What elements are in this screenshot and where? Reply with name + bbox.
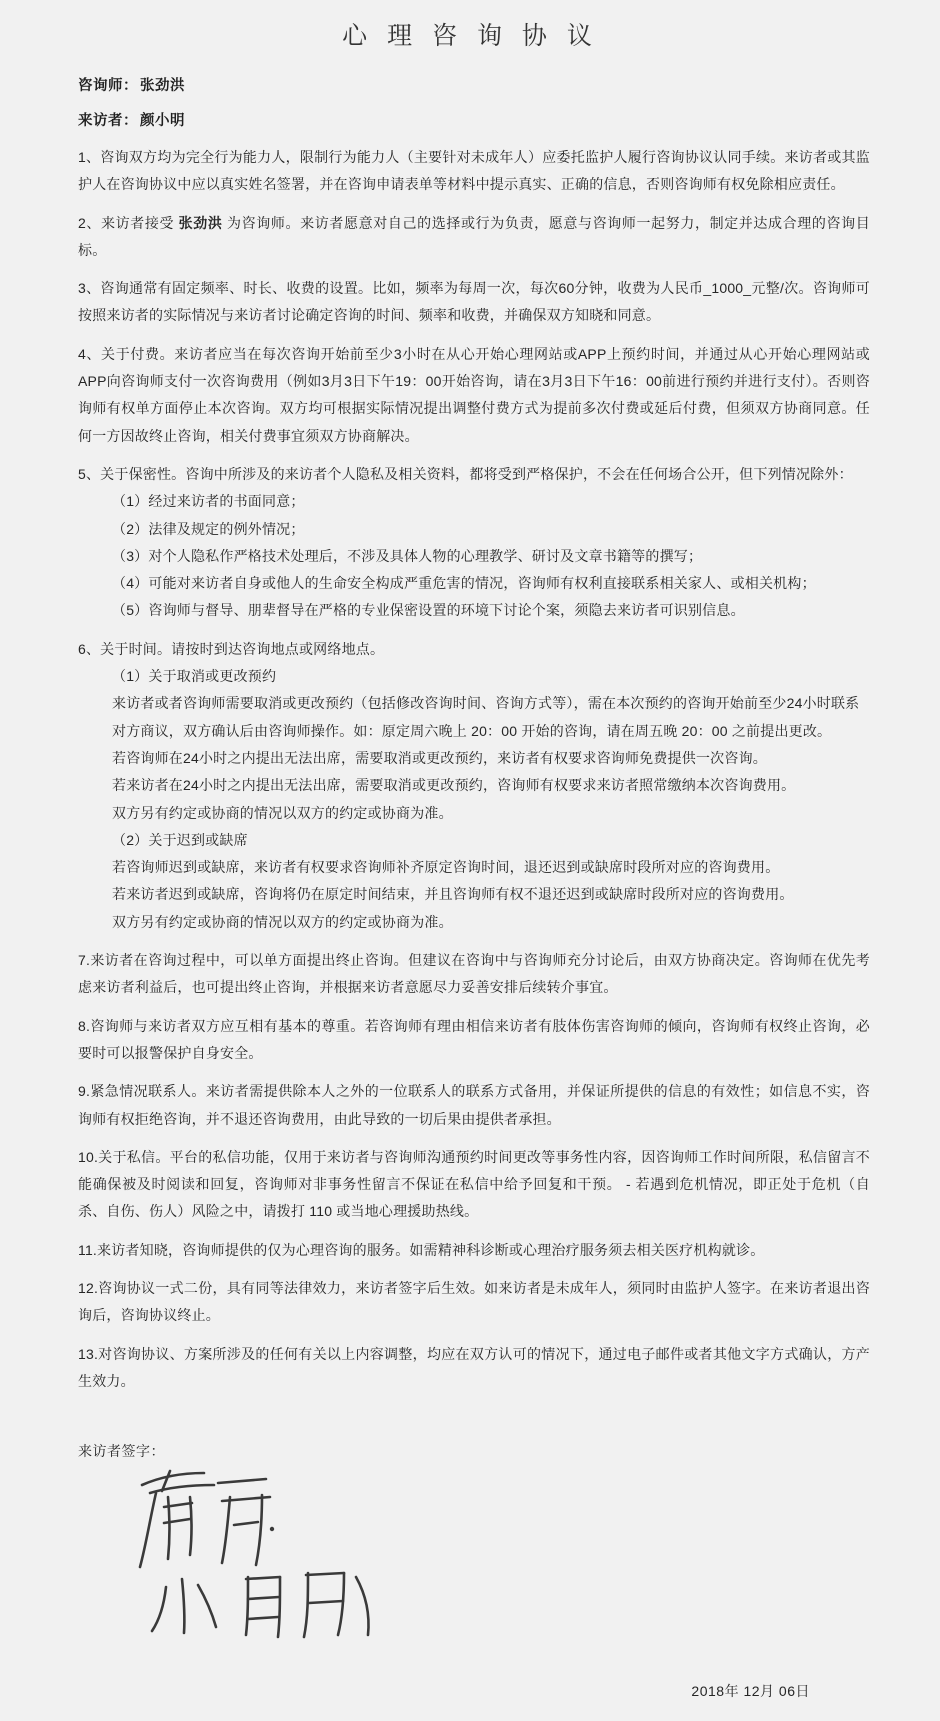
clause-6-sub2-title: （2）关于迟到或缺席 [112,831,248,848]
clause-6-sub2-line-2: 若来访者迟到或缺席，咨询将仍在原定时间结束，并且咨询师有权不退还迟到或缺席时段所对应的咨询费用。 [112,886,794,903]
clause-4: 4、关于付费。来访者应当在每次咨询开始前至少3小时在从心开始心理网站或APP上预约时间，并通过从心开始心理网站或APP向咨询师支付一次咨询费用（例如3月3日下午19：00开始咨询，请在3月3日下午16：00前进行预约并进行支付）。否则咨询师有权单方面停止本次咨询。双方均可根据实际情况提出调整付费方式为提前多次付费或延后付费，但须双方协商同意。任何一方因故终止咨询，相关付费事宜须双方协商解决。 [78,345,870,444]
clause-6-sub2-line-1: 若咨询师迟到或缺席，来访者有权要求咨询师补齐原定咨询时间，退还迟到或缺席时段所对应的咨询费用。 [112,859,780,876]
clause-6: 6、关于时间。请按时到达咨询地点或网络地点。 [78,640,385,657]
clause-6-sub1-line-1: 来访者或者咨询师需要取消或更改预约（包括修改咨询时间、咨询方式等），需在本次预约的咨询开始前至少24小时联系对方商议，双方确认后由咨询师操作。如：原定周六晚上 20：00 开始的咨询，请在周五晚 20：00 之前提出更改。 [112,695,860,739]
clause-5: 5、关于保密性。咨询中所涉及的来访者个人隐私及相关资料，都将受到严格保护，不会在任何场合公开，但下列情况除外： [78,465,853,482]
counselor-name: 张劲洪 [140,78,185,94]
page-title: 心 理 咨 询 协 议 [342,21,598,50]
confidentiality-item-3: （3）对个人隐私作严格技术处理后，不涉及具体人物的心理教学、研讨及文章书籍等的撰写； [112,547,703,564]
client-line [78,109,870,130]
clause-6-sub1-line-3: 若来访者在24小时之内提出无法出席，需要取消或更改预约，咨询师有权要求来访者照常缴纳本次咨询费用。 [112,777,796,794]
clause-6-sub1-title: （1）关于取消或更改预约 [112,668,277,685]
clause-2-prefix: 2、来访者接受 [78,214,175,231]
clause-7: 7.来访者在咨询过程中，可以单方面提出终止咨询。但建议在咨询中与咨询师充分讨论后，由双方协商决定。咨询师在优先考虑来访者利益后，也可提出终止咨询，并根据来访者意愿尽力妥善安排后续转介事宜。 [78,952,870,996]
confidentiality-item-1: （1）经过来访者的书面同意； [112,493,305,510]
clause-13: 13.对咨询协议、方案所涉及的任何有关以上内容调整，均应在双方认可的情况下，通过电子邮件或者其他文字方式确认，方产生效力。 [78,1345,870,1389]
signature-label: 来访者签字： [78,1443,165,1460]
clause-2-suffix: 为咨询师。来访者愿意对自己的选择或行为负责，愿意与咨询师一起努力，制定并达成合理的咨询目标。 [78,214,870,258]
counselor-line [78,74,870,95]
clause-3: 3、咨询通常有固定频率、时长、收费的设置。比如，频率为每周一次，每次60分钟，收费为人民币_1000_元整/次。咨询师可按照来访者的实际情况与来访者讨论确定咨询的时间、频率和收费，并确保双方知晓和同意。 [78,280,870,324]
clause-6-sub1-line-4: 双方另有约定或协商的情况以双方的约定或协商为准。 [112,804,453,821]
signature-area [110,1461,870,1651]
client-name: 颜小明 [140,113,185,129]
signature-date: 2018年 12月 06日 [691,1683,810,1700]
handwritten-signature [130,1467,390,1647]
confidentiality-item-5: （5）咨询师与督导、朋辈督导在严格的专业保密设置的环境下讨论个案，须隐去来访者可识别信息。 [112,602,745,619]
clause-1: 1、咨询双方均为完全行为能力人，限制行为能力人（主要针对未成年人）应委托监护人履行咨询协议认同手续。来访者或其监护人在咨询协议中应以真实姓名签署，并在咨询申请表单等材料中提示真实、正确的信息，否则咨询师有权免除相应责任。 [78,149,870,193]
clause-8: 8.咨询师与来访者双方应互相有基本的尊重。若咨询师有理由相信来访者有肢体伤害咨询师的倾向，咨询师有权终止咨询，必要时可以报警保护自身安全。 [78,1017,870,1061]
confidentiality-item-2: （2）法律及规定的例外情况； [112,520,305,537]
clause-10: 10.关于私信。平台的私信功能，仅用于来访者与咨询师沟通预约时间更改等事务性内容，因咨询师工作时间所限，私信留言不能确保被及时阅读和回复，咨询师对非事务性留言不保证在私信中给予回复和干预。 - 若遇到危机情况，即正处于危机（自杀、自伤、伤人）风险之中，请拨打 110 或当地心理援助热线。 [78,1148,870,1220]
clause-12: 12.咨询协议一式二份，具有同等法律效力，来访者签字后生效。如来访者是未成年人，须同时由监护人签字。在来访者退出咨询后，咨询协议终止。 [78,1279,870,1324]
clause-6-sub2-line-3: 双方另有约定或协商的情况以双方的约定或协商为准。 [112,913,453,930]
counselor-label: 咨询师： [78,78,138,94]
confidentiality-item-4: （4）可能对来访者自身或他人的生命安全构成严重危害的情况，咨询师有权利直接联系相关家人、或相关机构； [112,575,816,592]
clause-6-sub1-line-2: 若咨询师在24小时之内提出无法出席，需要取消或更改预约，来访者有权要求咨询师免费提供一次咨询。 [112,749,767,766]
clause-11: 11.来访者知晓，咨询师提供的仅为心理咨询的服务。如需精神科诊断或心理治疗服务须去相关医疗机构就诊。 [78,1241,765,1258]
clause-2 [78,210,870,265]
client-label: 来访者： [78,113,138,129]
clause-2-counselor-name: 张劲洪 [178,214,223,231]
clause-9: 9.紧急情况联系人。来访者需提供除本人之外的一位联系人的联系方式备用，并保证所提供的信息的有效性；如信息不实，咨询师有权拒绝咨询，并不退还咨询费用，由此导致的一切后果由提供者承担。 [78,1083,870,1127]
